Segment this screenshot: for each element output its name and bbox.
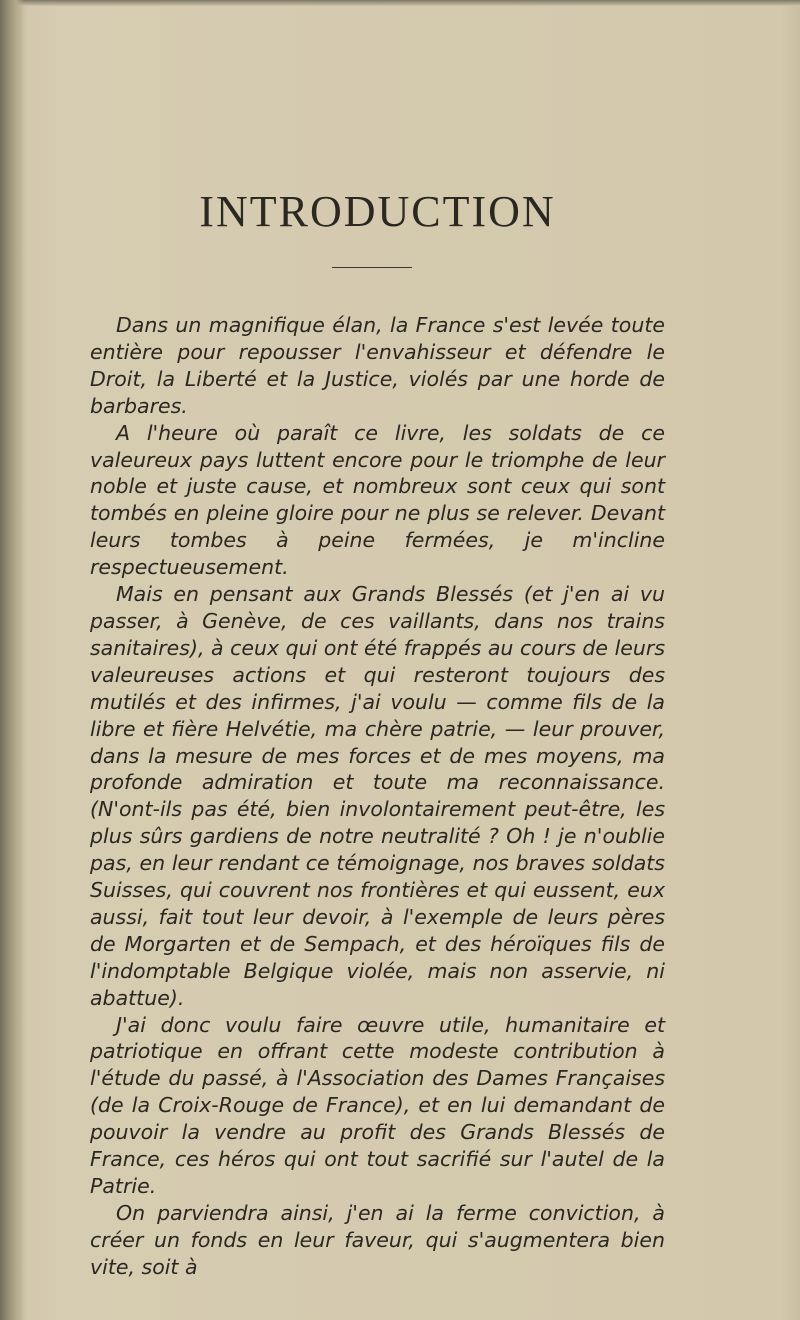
paragraph-5: On parviendra ainsi, j'en ai la ferme conviction, à créer un fonds en leur faveur, qui s'augmentera bien vite, soit à — [90, 1200, 665, 1279]
title-divider — [332, 267, 412, 268]
body-text — [90, 312, 665, 1281]
paragraph-4: J'ai donc voulu faire œuvre utile, humanitaire et patriotique en offrant cette modeste contribution à l'étude du passé, à l'Association des Dames Françaises (de la Croix-Rouge de France), et en lui demandant de pouvoir la vendre au profit des Grands Blessés de France, ces héros qui ont tout sacrifié sur l'autel de la Patrie. — [90, 1012, 665, 1198]
page-top-edge — [0, 0, 800, 6]
paragraph-3: Mais en pensant aux Grands Blessés (et j'en ai vu passer, à Genève, de ces vaillants, dans nos trains sanitaires), à ceux qui ont été frappés au cours de leurs valeureuses actions et qui resteront toujours des mutilés et des infirmes, j'ai voulu — comme fils de la libre et fière Helvétie, ma chère patrie, — leur prouver, dans la mesure de mes forces et de mes moyens, ma profonde admiration et toute ma reconnaissance. (N'ont-ils pas été, bien involontairement peut-être, les plus sûrs gardiens de notre neutralité ? Oh ! je n'oublie pas, en leur rendant ce témoignage, nos braves soldats Suisses, qui couvrent nos frontières et qui eussent, eux aussi, fait tout leur devoir, à l'exemple de leurs pères de Morgarten et de Sempach, et des héroïques fils de l'indomptable Belgique violée, mais non asservie, ni abattue). — [90, 582, 665, 1010]
paragraph-1: Dans un magnifique élan, la France s'est levée toute entière pour repousser l'envahisseur et défendre le Droit, la Liberté et la Justice, violés par une horde de barbares. — [90, 313, 665, 418]
chapter-title: INTRODUCTION — [199, 187, 556, 236]
paragraph-2: A l'heure où paraît ce livre, les soldats de ce valeureux pays luttent encore pour le triomphe de leur noble et juste cause, et nombreux sont ceux qui sont tombés en pleine gloire pour ne plus se relever. Devant leurs tombes à peine fermées, je m'incline respectueusement. — [90, 420, 665, 580]
